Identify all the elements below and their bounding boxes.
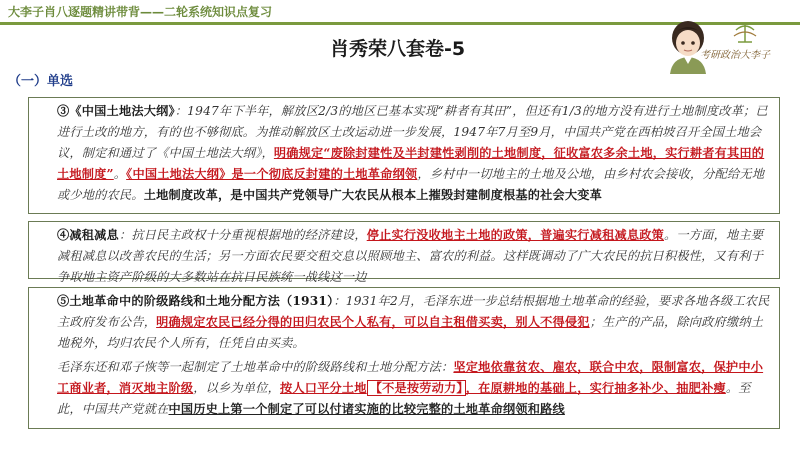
topic-title: 土地革命中的阶级路线和土地分配方法（1931） bbox=[69, 294, 334, 308]
avatar-illustration bbox=[658, 16, 718, 74]
boxed-note: 【不是按劳动力】 bbox=[367, 380, 466, 396]
text-span: 。一方面，地主要减租减息以改善农民的生活；另一方面农民要交租交息以照顾地主、富农的利益。这样既调动了广大农民的抗日积极性，又有利于争取地主资产阶级的大多数站在抗日民族统一战线这一边 bbox=[57, 228, 764, 284]
conclusion-span: 中国历史上第一个制定了可以付诸实施的比较完整的土地革命纲领和路线 bbox=[168, 402, 565, 416]
highlight-span: 按人口平分土地 bbox=[279, 381, 367, 395]
circled-number: ④ bbox=[57, 228, 70, 242]
highlight-span: 明确规定农民已经分得的田归农民个人私有，可以自主租借买卖，别人不得侵犯 bbox=[156, 315, 590, 329]
series-title: 大李子肖八逐题精讲带背——二轮系统知识点复习 bbox=[8, 5, 273, 19]
text-span: ：1931年2月，毛泽东进一步总结根据地土地革命的经验，要求各地各级工农民主政府发布公告， bbox=[57, 294, 770, 329]
conclusion-span: 土地制度改革，是中国共产党领导广大农民从根本上摧毁封建制度根基的社会大变革 bbox=[143, 188, 603, 202]
highlight-span: ，在原耕地的基础上，实行抽多补少、抽肥补瘦 bbox=[465, 381, 726, 395]
card-text-2 bbox=[35, 357, 773, 420]
card-text bbox=[35, 101, 773, 206]
note-card-rent-reduction bbox=[28, 221, 780, 284]
highlight-span: 停止实行没收地主土地的政策，普遍实行减租减息政策 bbox=[366, 228, 665, 242]
text-span: 。至此，中国共产党就在 bbox=[57, 381, 751, 416]
text-span: 毛泽东还和邓子恢等一起制定了土地革命中的阶级路线和土地分配方法： bbox=[57, 360, 454, 374]
note-card-class-line bbox=[28, 287, 780, 429]
topic-title: 《中国土地法大纲》 bbox=[69, 104, 175, 118]
text-span: ：1947年下半年，解放区2/3的地区已基本实现“耕者有其田”，但还有1/3的地方没有进行土地制度改革；已进行土改的地方，有的也不够彻底。为推动解放区土改运动进一步发展，1947年7月至9月，中国共产党在西柏坡召开全国土地会议，制定和通过了《中国土地法大纲》， bbox=[57, 104, 768, 160]
text-span: 。 bbox=[113, 167, 127, 181]
card-text bbox=[35, 225, 773, 288]
text-span: ，以乡为单位， bbox=[193, 381, 280, 395]
note-card-land-law bbox=[28, 97, 780, 214]
highlight-span: 坚定地依靠贫农、雇农，联合中农，限制富农，保护中小工商业者，消灭地主阶级 bbox=[57, 360, 764, 395]
page-title: 肖秀荣八套卷-5 bbox=[330, 38, 466, 60]
text-span: ，乡村中一切地主的土地及公地，由乡村农会接收，分配给无地或少地的农民。 bbox=[57, 167, 765, 202]
text-span: ：抗日民主政权十分重视根据地的经济建设， bbox=[118, 228, 367, 242]
highlight-span: 《中国土地法大纲》是一个彻底反封建的土地革命纲领 bbox=[126, 167, 418, 181]
text-span: ；生产的产品，除向政府缴纳土地税外，均归农民个人所有，任凭自由买卖。 bbox=[57, 315, 764, 350]
card-text bbox=[35, 291, 773, 354]
circled-number: ③ bbox=[57, 104, 70, 118]
topic-title: 减租减息 bbox=[69, 228, 119, 242]
circled-number: ⑤ bbox=[57, 294, 70, 308]
section-heading: （一）单选 bbox=[8, 74, 74, 89]
brand-logo-icon bbox=[730, 22, 760, 44]
brand-name: 考研政治大李子 bbox=[700, 50, 770, 61]
highlight-span: 明确规定“废除封建性及半封建性剥削的土地制度，征收富农多余土地，实行耕者有其田的土地制度” bbox=[57, 146, 765, 181]
